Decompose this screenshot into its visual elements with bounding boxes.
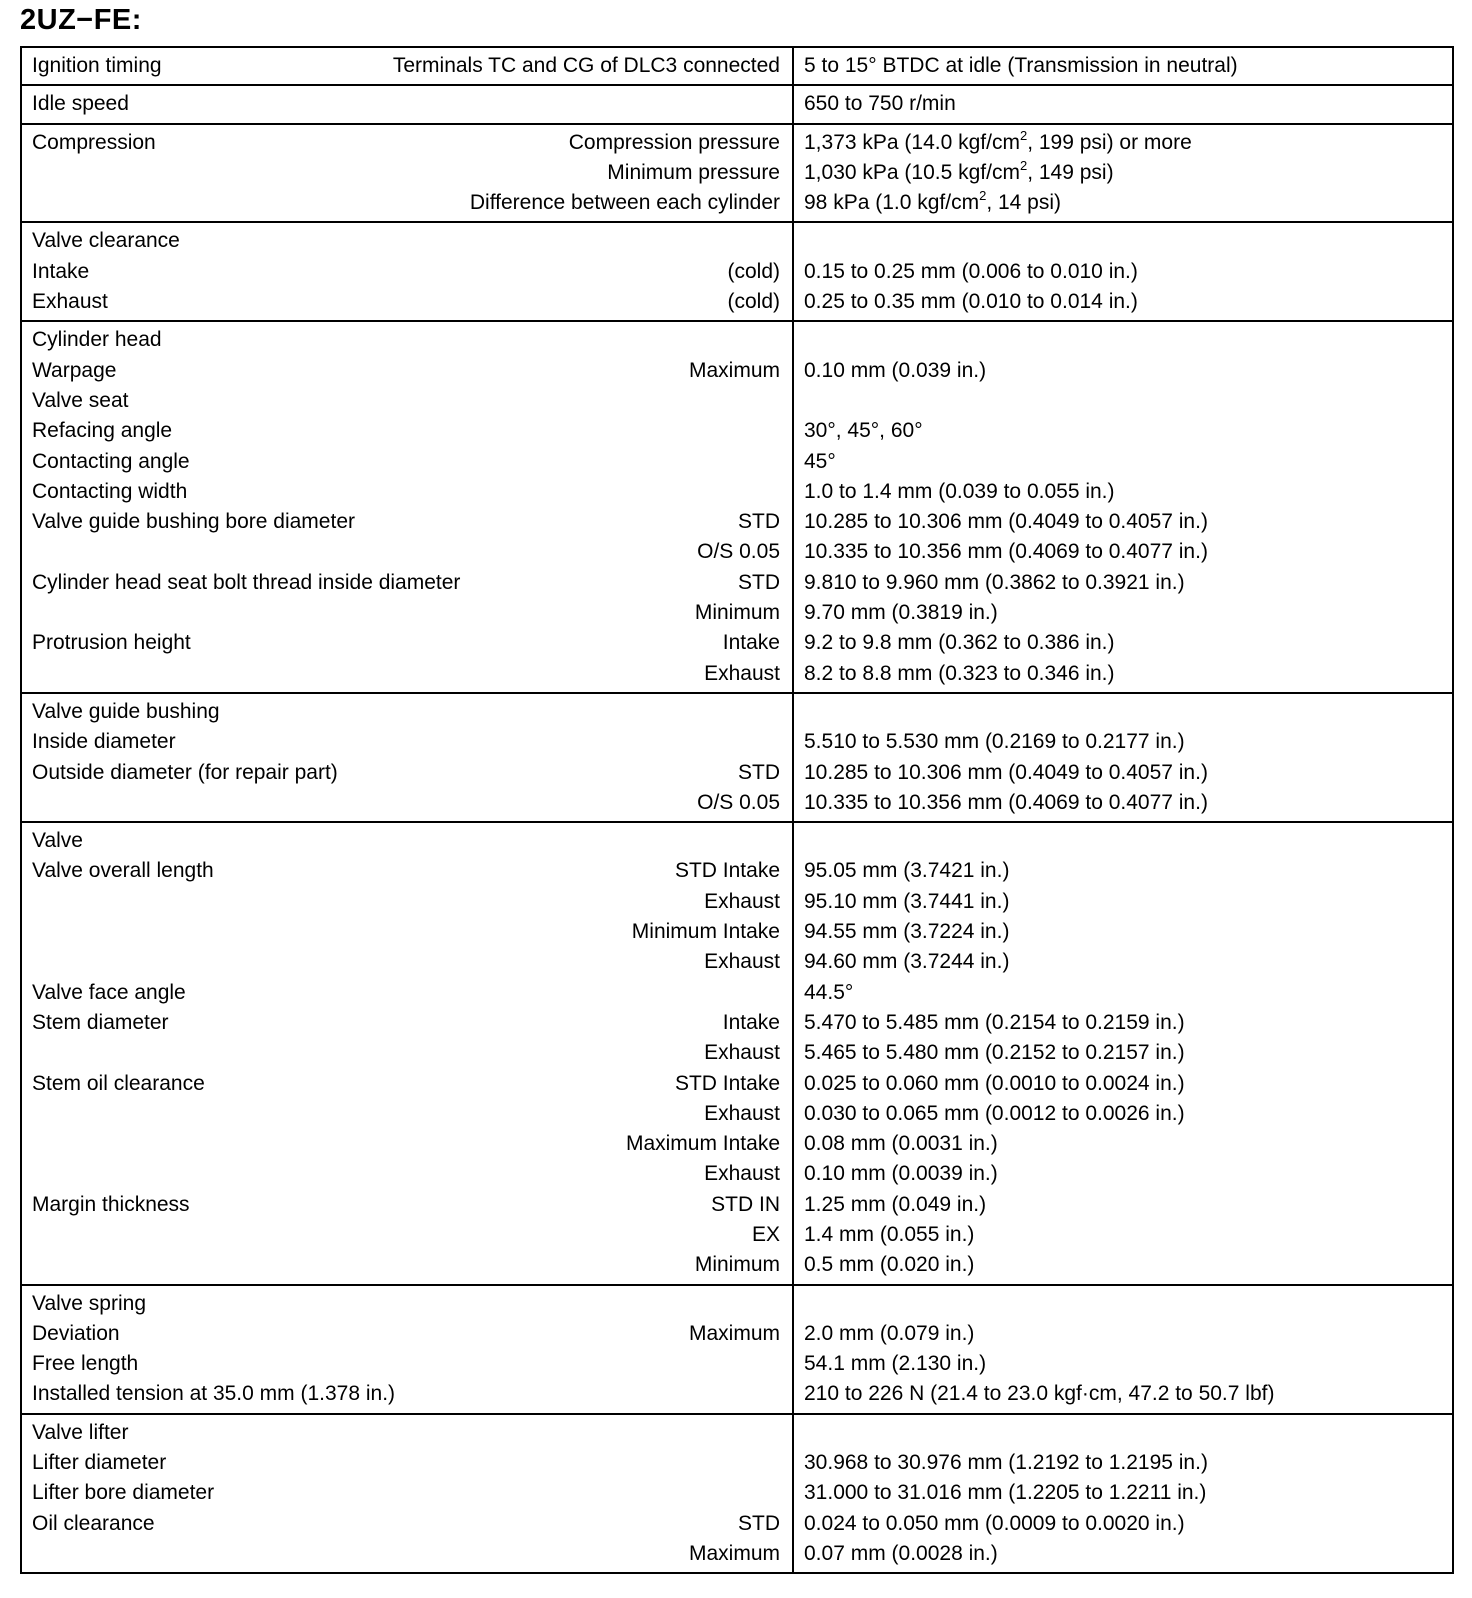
spec-row-label [32, 477, 780, 507]
item-condition: STD [738, 760, 780, 784]
item-condition: STD [738, 570, 780, 594]
spec-row-value [804, 1478, 1442, 1508]
spec-row-value [804, 386, 1442, 416]
spec-row-label [32, 978, 780, 1008]
item-label: Contacting angle [32, 449, 190, 473]
spec-row-value [804, 1220, 1442, 1250]
item-condition: STD [738, 510, 780, 534]
item-condition: Exhaust [704, 1162, 780, 1186]
item-label: Idle speed [32, 92, 129, 116]
spec-row-value [804, 1250, 1442, 1280]
item-label: Ignition timing [32, 54, 162, 77]
spec-row-label [32, 758, 780, 788]
item-label: Exhaust [32, 290, 108, 314]
item-value: 0.030 to 0.065 mm (0.0012 to 0.0026 in.) [804, 1101, 1185, 1125]
item-condition: STD [738, 1511, 780, 1535]
spec-row-value [804, 1418, 1442, 1448]
spec-row-value [804, 947, 1442, 977]
item-value: 0.25 to 0.35 mm (0.010 to 0.014 in.) [804, 290, 1138, 314]
spec-section-cylinder-head [22, 320, 1452, 692]
spec-section-compression [22, 123, 1452, 222]
item-value: 0.07 mm (0.0028 in.) [804, 1541, 998, 1565]
item-label: Lifter diameter [32, 1451, 167, 1475]
spec-table [20, 46, 1454, 1574]
item-value: 5.465 to 5.480 mm (0.2152 to 0.2157 in.) [804, 1041, 1185, 1065]
spec-labels [22, 125, 794, 222]
item-label: Lifter bore diameter [32, 1481, 215, 1505]
item-condition: Exhaust [704, 661, 780, 685]
spec-row-value [804, 978, 1442, 1008]
item-value: 9.2 to 9.8 mm (0.362 to 0.386 in.) [804, 631, 1115, 655]
spec-row-value [804, 1159, 1442, 1189]
spec-values [794, 322, 1452, 692]
spec-values [794, 223, 1452, 320]
spec-row-value [804, 128, 1442, 158]
spec-row-label [32, 158, 780, 188]
item-value: 0.5 mm (0.020 in.) [804, 1253, 975, 1277]
spec-row-value [804, 788, 1442, 818]
item-value: 95.05 mm (3.7421 in.) [804, 859, 1010, 883]
item-value: 1.0 to 1.4 mm (0.039 to 0.055 in.) [804, 479, 1115, 503]
spec-section-valve-lifter [22, 1413, 1452, 1572]
spec-row-value [804, 1289, 1442, 1319]
spec-row-value [804, 727, 1442, 757]
item-condition: Difference between each cylinder [469, 191, 780, 215]
spec-row-label [32, 1379, 780, 1409]
spec-row-label [32, 188, 780, 218]
item-value: 1.25 mm (0.049 in.) [804, 1192, 987, 1216]
item-value: 9.810 to 9.960 mm (0.3862 to 0.3921 in.) [804, 570, 1185, 594]
item-label: Margin thickness [32, 1192, 190, 1216]
item-label: Deviation [32, 1321, 120, 1345]
item-value: 1,373 kPa (14.0 kgf/cm [804, 130, 1020, 154]
spec-row-label [32, 1418, 780, 1448]
spec-row-value [804, 887, 1442, 917]
spec-row-value [804, 697, 1442, 727]
item-condition: Intake [722, 1010, 780, 1034]
item-label: Outside diameter (for repair part) [32, 760, 338, 784]
item-value: 98 kPa (1.0 kgf/cm [804, 191, 980, 215]
item-value: 94.55 mm (3.7224 in.) [804, 920, 1010, 944]
spec-row-value [804, 1448, 1442, 1478]
spec-row-value [804, 477, 1442, 507]
spec-row-label [32, 1190, 780, 1220]
item-label: Valve [32, 829, 83, 853]
item-condition: O/S 0.05 [697, 540, 780, 564]
item-label: Intake [32, 259, 90, 283]
item-value: 45° [804, 449, 836, 473]
item-value: 0.025 to 0.060 mm (0.0010 to 0.0024 in.) [804, 1071, 1185, 1095]
spec-labels [22, 694, 794, 821]
spec-row-label [32, 598, 780, 628]
spec-row-label [32, 1220, 780, 1250]
spec-labels [22, 1415, 794, 1572]
spec-row-value [804, 1509, 1442, 1539]
item-label: Valve spring [32, 1291, 147, 1315]
spec-row-value [804, 598, 1442, 628]
item-label: Free length [32, 1352, 139, 1376]
spec-values [794, 823, 1452, 1283]
item-value: 9.70 mm (0.3819 in.) [804, 601, 998, 625]
item-value: 8.2 to 8.8 mm (0.323 to 0.346 in.) [804, 661, 1115, 685]
item-value: 95.10 mm (3.7441 in.) [804, 889, 1010, 913]
item-label: Stem oil clearance [32, 1071, 205, 1095]
spec-section-ignition [22, 48, 1452, 84]
spec-row-value [804, 1539, 1442, 1569]
spec-row-value [804, 826, 1442, 856]
item-condition: (cold) [727, 259, 780, 283]
item-value: 31.000 to 31.016 mm (1.2205 to 1.2211 in.) [804, 1481, 1207, 1505]
spec-section-valve-spring [22, 1284, 1452, 1413]
spec-values [794, 86, 1452, 122]
item-label: Valve lifter [32, 1420, 129, 1444]
spec-row-value [804, 158, 1442, 188]
superscript: 2 [979, 188, 987, 204]
spec-row-value [804, 1069, 1442, 1099]
spec-row-value [804, 287, 1442, 317]
superscript: 2 [1019, 157, 1028, 173]
spec-row-value [804, 1349, 1442, 1379]
item-value: 10.285 to 10.306 mm (0.4049 to 0.4057 in.) [804, 510, 1208, 534]
item-label: Valve face angle [32, 980, 186, 1004]
spec-row-label [32, 1319, 780, 1349]
spec-section-valve-clearance [22, 221, 1452, 320]
spec-values [794, 694, 1452, 821]
superscript: 2 [1019, 127, 1028, 143]
item-value: 1.4 mm (0.055 in.) [804, 1222, 975, 1246]
item-label: Installed tension at 35.0 mm (1.378 in.) [32, 1382, 396, 1406]
spec-row-label [32, 887, 780, 917]
spec-row-value [804, 537, 1442, 567]
spec-row-label [32, 826, 780, 856]
spec-row-value [804, 188, 1442, 218]
item-value: 0.10 mm (0.0039 in.) [804, 1162, 998, 1186]
item-condition: EX [751, 1222, 780, 1246]
item-value: 5.470 to 5.485 mm (0.2154 to 0.2159 in.) [804, 1010, 1185, 1034]
spec-row-label [32, 1539, 780, 1569]
spec-row-value [804, 1008, 1442, 1038]
item-label: Valve guide bushing [32, 699, 220, 723]
item-condition: (cold) [727, 290, 780, 314]
spec-row-value [804, 758, 1442, 788]
spec-row-label [32, 51, 780, 81]
item-label: Valve overall length [32, 859, 214, 883]
spec-row-value [804, 447, 1442, 477]
item-value: 30.968 to 30.976 mm (1.2192 to 1.2195 in.) [804, 1451, 1208, 1475]
spec-row-label [32, 507, 780, 537]
spec-row-label [32, 447, 780, 477]
item-condition: Minimum pressure [607, 160, 780, 184]
item-value: 0.08 mm (0.0031 in.) [804, 1132, 998, 1156]
item-condition: Minimum [694, 1253, 780, 1277]
item-condition: Exhaust [704, 889, 780, 913]
spec-row-label [32, 257, 780, 287]
spec-row-label [32, 788, 780, 818]
spec-row-value [804, 325, 1442, 355]
item-value: 2.0 mm (0.079 in.) [804, 1321, 975, 1345]
spec-row-label [32, 1069, 780, 1099]
spec-row-value [804, 1379, 1442, 1409]
item-value-tail: , 149 psi) [1027, 160, 1114, 184]
item-condition: STD Intake [674, 859, 780, 883]
item-value: 650 to 750 r/min [804, 92, 956, 116]
item-label: Compression [32, 130, 156, 154]
spec-row-value [804, 416, 1442, 446]
item-value: 10.285 to 10.306 mm (0.4049 to 0.4057 in.) [804, 760, 1208, 784]
spec-row-label [32, 947, 780, 977]
spec-row-label [32, 1159, 780, 1189]
item-condition: Compression pressure [568, 130, 780, 154]
item-value: 10.335 to 10.356 mm (0.4069 to 0.4077 in.) [804, 540, 1208, 564]
spec-row-value [804, 1099, 1442, 1129]
spec-row-label [32, 89, 780, 119]
item-value-tail: , 199 psi) or more [1027, 130, 1192, 154]
spec-row-label [32, 325, 780, 355]
spec-row-label [32, 917, 780, 947]
spec-row-value [804, 1129, 1442, 1159]
item-condition: Maximum [688, 1321, 780, 1345]
spec-row-label [32, 1250, 780, 1280]
spec-values [794, 1286, 1452, 1413]
spec-row-label [32, 356, 780, 386]
spec-labels [22, 48, 794, 84]
spec-labels [22, 823, 794, 1283]
item-value: 210 to 226 N (21.4 to 23.0 kgf·cm, 47.2 to 50.7 lbf) [804, 1382, 1275, 1406]
spec-row-label [32, 287, 780, 317]
spec-row-label [32, 697, 780, 727]
spec-row-value [804, 226, 1442, 256]
spec-section-valve-guide-bushing [22, 692, 1452, 821]
spec-row-label [32, 628, 780, 658]
spec-row-value [804, 1038, 1442, 1068]
spec-row-label [32, 1099, 780, 1129]
item-condition: STD IN [711, 1192, 780, 1216]
item-condition: Intake [722, 631, 780, 655]
spec-row-label [32, 856, 780, 886]
item-value: 44.5° [804, 980, 854, 1004]
spec-row-label [32, 1008, 780, 1038]
spec-row-label [32, 568, 780, 598]
item-condition: Minimum [694, 601, 780, 625]
item-label: Valve clearance [32, 229, 180, 253]
item-condition: Exhaust [704, 950, 780, 974]
item-condition: STD Intake [674, 1071, 780, 1095]
item-value: 54.1 mm (2.130 in.) [804, 1352, 987, 1376]
item-label: Oil clearance [32, 1511, 155, 1535]
page-title: 2UZ−FE: [20, 4, 142, 36]
item-label: Warpage [32, 358, 117, 382]
spec-row-label [32, 1038, 780, 1068]
spec-row-label [32, 1129, 780, 1159]
item-value: 0.024 to 0.050 mm (0.0009 to 0.0020 in.) [804, 1511, 1185, 1535]
spec-row-label [32, 659, 780, 689]
spec-row-value [804, 1319, 1442, 1349]
item-value: 30°, 45°, 60° [804, 419, 923, 443]
item-value-tail: , 14 psi) [986, 191, 1062, 215]
item-value: 0.10 mm (0.039 in.) [804, 358, 987, 382]
spec-values [794, 1415, 1452, 1572]
item-condition: Exhaust [704, 1101, 780, 1125]
spec-section-valve [22, 821, 1452, 1283]
item-label: Stem diameter [32, 1010, 169, 1034]
item-label: Inside diameter [32, 730, 176, 754]
item-label: Valve guide bushing bore diameter [32, 510, 355, 534]
spec-row-label [32, 416, 780, 446]
spec-row-value [804, 89, 1442, 119]
item-label: Refacing angle [32, 419, 173, 443]
item-condition: Terminals TC and CG of DLC3 connected [392, 54, 780, 77]
item-label: Protrusion height [32, 631, 191, 655]
spec-row-label [32, 1448, 780, 1478]
item-label: Contacting width [32, 479, 188, 503]
spec-row-label [32, 1349, 780, 1379]
spec-row-label [32, 1509, 780, 1539]
item-value: 5.510 to 5.530 mm (0.2169 to 0.2177 in.) [804, 730, 1185, 754]
spec-row-label [32, 1478, 780, 1508]
spec-row-label [32, 1289, 780, 1319]
item-value: 94.60 mm (3.7244 in.) [804, 950, 1010, 974]
spec-row-value [804, 628, 1442, 658]
item-label: Cylinder head [32, 328, 162, 352]
spec-row-value [804, 1190, 1442, 1220]
spec-row-label [32, 128, 780, 158]
item-condition: Maximum [688, 358, 780, 382]
spec-row-label [32, 226, 780, 256]
spec-row-value [804, 507, 1442, 537]
item-value: 10.335 to 10.356 mm (0.4069 to 0.4077 in.) [804, 790, 1208, 814]
spec-labels [22, 223, 794, 320]
spec-values [794, 125, 1452, 222]
item-condition: Exhaust [704, 1041, 780, 1065]
spec-section-idle [22, 84, 1452, 122]
spec-row-value [804, 356, 1442, 386]
spec-row-value [804, 568, 1442, 598]
spec-row-label [32, 727, 780, 757]
spec-row-label [32, 386, 780, 416]
spec-row-label [32, 537, 780, 567]
spec-labels [22, 322, 794, 692]
spec-labels [22, 1286, 794, 1413]
spec-labels [22, 86, 794, 122]
item-condition: Minimum Intake [631, 920, 780, 944]
item-condition: O/S 0.05 [697, 790, 780, 814]
spec-values [794, 48, 1452, 84]
item-label: Valve seat [32, 388, 129, 412]
item-value: 0.15 to 0.25 mm (0.006 to 0.010 in.) [804, 259, 1138, 283]
spec-row-value [804, 51, 1442, 81]
item-condition: Maximum Intake [625, 1132, 780, 1156]
item-condition: Maximum [688, 1541, 780, 1565]
spec-row-value [804, 917, 1442, 947]
spec-row-value [804, 257, 1442, 287]
item-value: 5 to 15° BTDC at idle (Transmission in neutral) [804, 54, 1238, 77]
item-label: Cylinder head seat bolt thread inside diameter [32, 570, 461, 594]
spec-row-value [804, 659, 1442, 689]
spec-row-value [804, 856, 1442, 886]
item-value: 1,030 kPa (10.5 kgf/cm [804, 160, 1020, 184]
